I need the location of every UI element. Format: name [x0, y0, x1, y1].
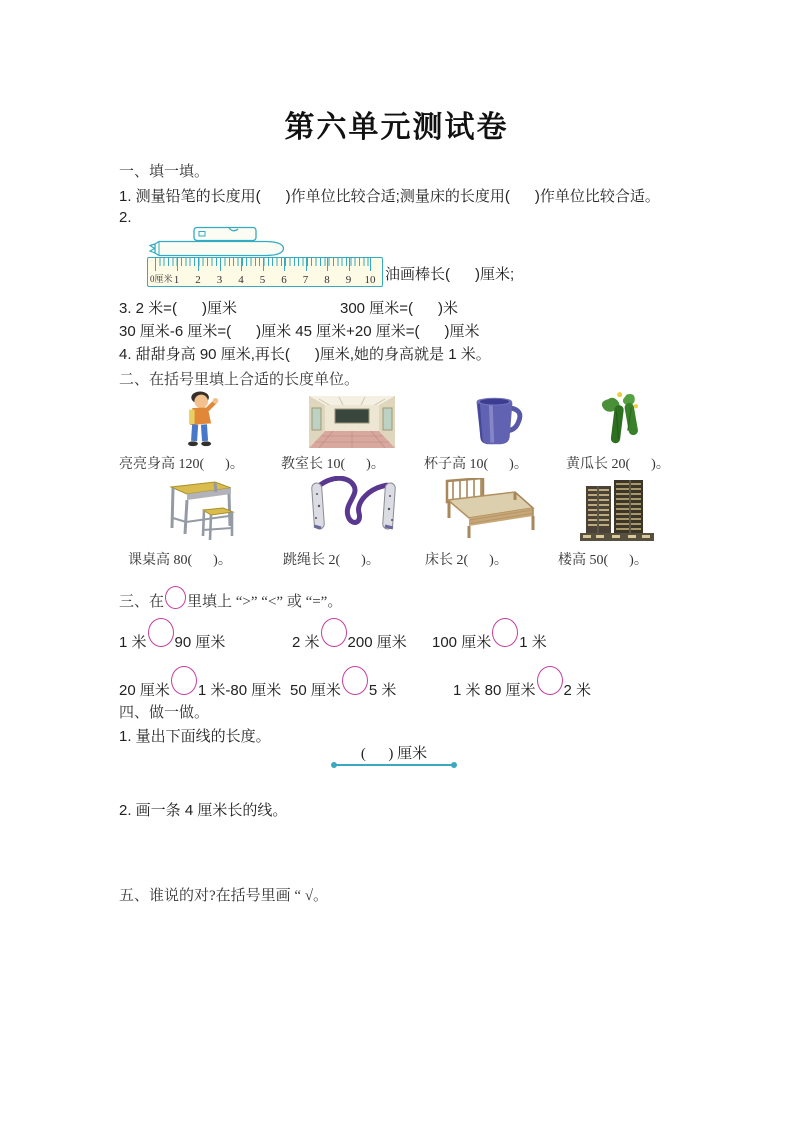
answer-circle	[171, 666, 197, 695]
unit-item-building	[558, 476, 678, 569]
ruler-number: 8	[324, 274, 330, 286]
unit-item-label: 教室长 10( )。	[281, 457, 385, 472]
ruler-image	[147, 257, 383, 287]
section5-heading: 五、谁说的对?在括号里画 “ √。	[119, 888, 329, 904]
comparison-left: 2 米	[292, 634, 320, 651]
ruler-major-tick	[220, 258, 221, 271]
unit-item-label: 床长 2( )。	[425, 553, 508, 568]
unit-item-label: 课桌高 80( )。	[128, 553, 232, 568]
desk-image	[128, 476, 283, 544]
ruler-number: 9	[345, 274, 352, 286]
ruler-major-tick	[349, 258, 350, 271]
page-title: 第六单元测试卷	[284, 111, 509, 144]
comparison-item	[290, 670, 396, 700]
comparison-right: 1 米-80 厘米	[197, 682, 282, 699]
ruler-illustration	[147, 226, 385, 292]
line-length-label: ( ) 厘米	[360, 746, 428, 762]
section1-heading: 一、填一填。	[119, 164, 210, 180]
unit-item-label: 跳绳长 2( )。	[283, 553, 380, 568]
section1-q1: 1. 测量铅笔的长度用( )作单位比较合适;测量床的长度用( )作单位比较合适。	[119, 188, 660, 205]
comparison-right: 5 米	[368, 682, 397, 699]
ruler-number: 6	[281, 274, 287, 286]
unit-item-classroom	[281, 384, 423, 473]
ruler-number: 7	[302, 274, 309, 286]
answer-circle	[492, 618, 518, 647]
section1-q3-right: 300 厘米=( )米	[340, 300, 458, 317]
ruler-major-tick	[155, 258, 156, 271]
unit-item-jump-rope	[283, 474, 425, 569]
section4-q2: 2. 画一条 4 厘米长的线。	[119, 802, 288, 819]
comparison-left: 50 厘米	[290, 682, 341, 699]
section3-heading-pre: 三、在	[119, 594, 165, 610]
ruler-number: 1	[173, 274, 180, 286]
ruler-caption: 油画棒长( )厘米;	[385, 266, 515, 283]
jump-rope-image	[283, 474, 425, 544]
ruler-major-tick	[306, 258, 307, 271]
section3-heading-post: 里填上 “>” “<” 或 “=”。	[187, 594, 343, 610]
comparison-item	[432, 622, 547, 652]
ruler-number: 10	[364, 274, 376, 286]
answer-circle-icon	[165, 586, 186, 609]
answer-circle	[537, 666, 563, 695]
unit-item-label: 亮亮身高 120( )。	[119, 457, 244, 472]
boy-image	[119, 384, 279, 448]
ruler-major-tick	[284, 258, 285, 271]
ruler-major-tick	[370, 258, 371, 271]
classroom-image	[281, 384, 423, 448]
section4-heading: 四、做一做。	[119, 705, 210, 721]
section2-heading: 二、在括号里填上合适的长度单位。	[119, 372, 360, 388]
comparison-right: 2 米	[563, 682, 592, 699]
ruler-major-tick	[198, 258, 199, 271]
building-image	[558, 476, 678, 544]
section1-q3-line2: 30 厘米-6 厘米=( )厘米 45 厘米+20 厘米=( )厘米	[119, 323, 480, 340]
ruler-minor-ticks	[155, 258, 372, 266]
section1-q2-number: 2.	[119, 209, 132, 226]
cucumber-image	[566, 384, 678, 448]
comparison-left: 1 米	[119, 634, 147, 651]
unit-item-label: 楼高 50( )。	[558, 553, 648, 568]
unit-item-label: 杯子高 10( )。	[424, 457, 528, 472]
unit-item-desk	[128, 476, 283, 569]
cup-image	[424, 384, 566, 448]
answer-circle	[321, 618, 347, 647]
line-segment	[333, 764, 455, 766]
answer-circle	[148, 618, 174, 647]
ruler-number: 4	[238, 274, 244, 286]
ruler-major-tick	[263, 258, 264, 271]
ruler-number: 5	[259, 274, 266, 286]
ruler-major-tick	[241, 258, 242, 271]
comparison-right: 1 米	[519, 634, 547, 651]
section3-heading	[119, 588, 342, 611]
crayon-image	[147, 226, 385, 258]
comparison-item	[292, 622, 407, 652]
comparison-item	[119, 670, 281, 700]
comparison-left: 20 厘米	[119, 682, 170, 699]
comparison-left: 100 厘米	[432, 634, 492, 651]
unit-item-label: 黄瓜长 20( )。	[566, 457, 670, 472]
comparison-right: 200 厘米	[347, 634, 407, 651]
ruler-number: 3	[216, 274, 223, 286]
unit-item-cup	[424, 384, 566, 473]
ruler-number: 2	[195, 274, 201, 286]
comparison-left: 1 米 80 厘米	[453, 682, 536, 699]
section4-q1: 1. 量出下面线的长度。	[119, 728, 271, 745]
section1-q3-left: 3. 2 米=( )厘米	[119, 300, 237, 317]
bed-image	[425, 476, 553, 544]
comparison-item	[453, 670, 591, 700]
section1-q4: 4. 甜甜身高 90 厘米,再长( )厘米,她的身高就是 1 米。	[119, 346, 491, 363]
ruler-major-tick	[177, 258, 178, 271]
unit-item-boy	[119, 384, 279, 473]
ruler-major-tick	[327, 258, 328, 271]
unit-item-bed	[425, 476, 553, 569]
ruler-zero-label: 0厘米	[150, 274, 173, 284]
unit-item-cucumber	[566, 384, 678, 473]
comparison-right: 90 厘米	[174, 634, 226, 651]
comparison-item	[119, 622, 225, 652]
answer-circle	[342, 666, 368, 695]
